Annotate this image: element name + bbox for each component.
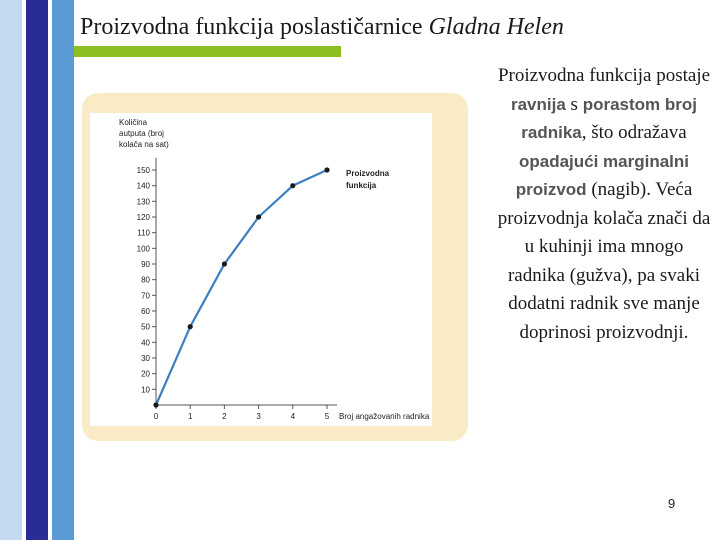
y-tick-label: 30 [141, 354, 150, 363]
data-point [222, 261, 227, 266]
y-axis-label-line: Količina [119, 118, 148, 127]
y-tick-label: 110 [137, 228, 150, 238]
chart-series [153, 167, 329, 407]
series-label [346, 169, 390, 190]
page-number: 9 [668, 496, 676, 511]
y-tick-label: 10 [141, 385, 150, 395]
y-tick-label: 150 [136, 166, 150, 175]
explanation-part-3: , što odražava [581, 122, 687, 143]
x-tick-label: 3 [256, 412, 261, 421]
data-point [153, 402, 158, 407]
y-tick-label: 50 [141, 322, 150, 332]
series-name-line: Proizvodna [346, 169, 390, 178]
x-tick-label: 0 [153, 412, 159, 421]
y-axis-label-line: autputa (broj [119, 129, 164, 138]
y-tick-label: 60 [141, 307, 150, 316]
explanation-text [496, 62, 712, 347]
data-point [324, 167, 329, 172]
y-tick-label: 40 [141, 338, 150, 348]
x-tick-label: 5 [324, 412, 330, 421]
y-tick-label: 100 [136, 244, 150, 254]
x-axis-label: Broj angažovanih radnika [339, 412, 430, 421]
y-tick-label: 120 [136, 213, 150, 222]
y-ticks [137, 166, 156, 394]
y-tick-label: 80 [141, 275, 150, 285]
slide-title-main: Proizvodna funkcija poslastičarnice [80, 14, 429, 40]
y-tick-label: 90 [141, 260, 150, 269]
y-axis-label-line: kolača na sat) [119, 140, 169, 149]
series-line [156, 170, 327, 405]
y-axis-label [119, 118, 169, 149]
data-point [256, 214, 261, 219]
x-tick-label: 2 [222, 412, 227, 421]
data-point [188, 324, 193, 329]
explanation-part-2: s [565, 93, 583, 115]
explanation-part-1: Proizvodna funkcija postaje [497, 65, 711, 86]
highlight-diminishing-product: opadajući marginalni proizvod [515, 151, 690, 199]
highlight-flatter: ravnija [510, 94, 566, 114]
y-tick-label: 140 [136, 181, 150, 191]
chart-axes [156, 158, 337, 405]
explanation-part-4: (nagib). Veća proizvodnja kolača znači da u kuhinji ima mnogo radnika (gužva), pa svaki dodatni radnik sve manje doprinosi proizvodnji. [497, 179, 711, 343]
x-ticks [154, 405, 330, 421]
y-tick-label: 20 [141, 369, 150, 379]
y-tick-label: 70 [141, 291, 150, 301]
x-tick-label: 4 [290, 412, 296, 421]
data-point [290, 183, 295, 188]
slide-title-italic: Gladna Helen [428, 14, 564, 40]
y-tick-label: 130 [136, 197, 150, 207]
highlight-more-workers: porastom broj radnika [521, 94, 697, 142]
x-tick-label: 1 [187, 412, 193, 421]
series-name-line: funkcija [346, 181, 377, 190]
